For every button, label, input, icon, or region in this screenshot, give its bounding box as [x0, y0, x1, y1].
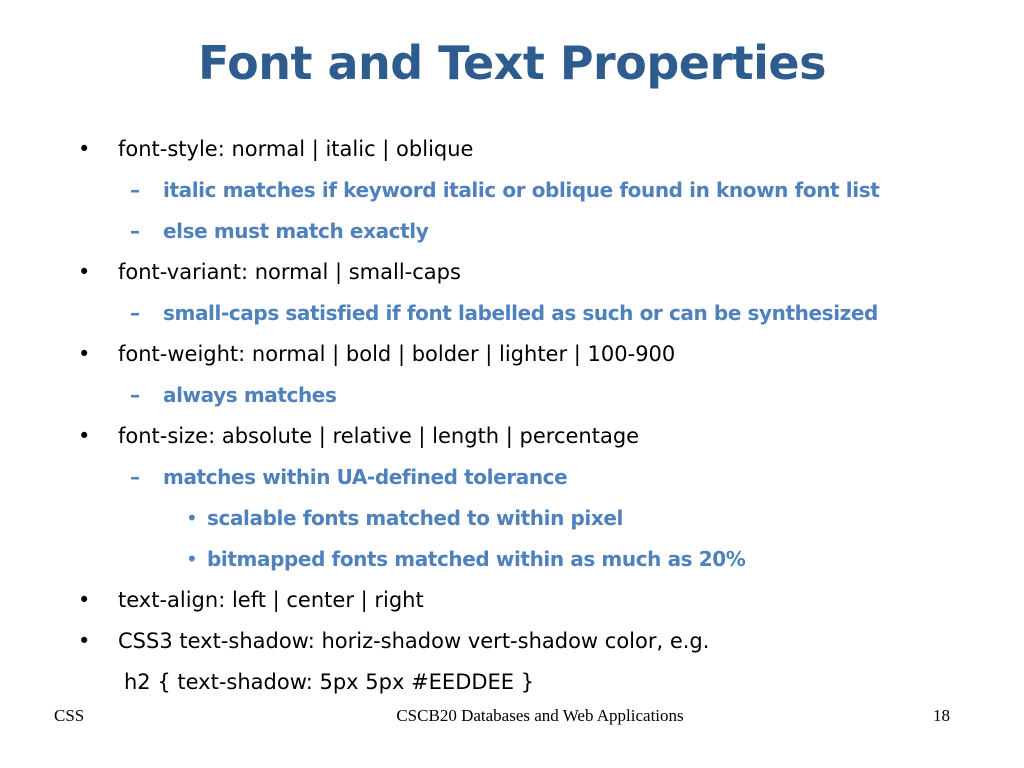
- sub-bullet-text: matches within UA-defined tolerance: [163, 465, 568, 489]
- bullet-text: font-variant: normal | small-caps: [118, 260, 461, 284]
- bullet-text: font-style: normal | italic | oblique: [118, 137, 474, 161]
- slide-title: Font and Text Properties: [198, 36, 826, 90]
- bullet-icon: •: [78, 260, 91, 284]
- bullet-icon: •: [186, 547, 198, 571]
- sub-bullet-text: else must match exactly: [163, 219, 429, 243]
- bullet-icon: •: [78, 588, 91, 612]
- sub-bullet-text: always matches: [163, 383, 337, 407]
- bullet-text: font-size: absolute | relative | length | percentage: [118, 424, 640, 448]
- bullet-icon: •: [78, 137, 91, 161]
- dash-icon: –: [130, 219, 140, 243]
- code-example-text: h2 { text-shadow: 5px 5px #EEDDEE }: [124, 670, 535, 694]
- sub-bullet-text: italic matches if keyword italic or oblique found in known font list: [163, 178, 880, 202]
- footer-page-number: 18: [933, 706, 950, 725]
- sub-bullet-text: small-caps satisfied if font labelled as such or can be synthesized: [163, 301, 878, 325]
- footer-section-label: CSS: [54, 706, 85, 725]
- bullet-text: CSS3 text-shadow: horiz-shadow vert-shadow color, e.g.: [118, 629, 710, 653]
- bullet-icon: •: [78, 424, 91, 448]
- dash-icon: –: [130, 178, 140, 202]
- dash-icon: –: [130, 383, 140, 407]
- sub-sub-bullet-text: bitmapped fonts matched within as much as 20%: [207, 547, 746, 571]
- dash-icon: –: [130, 301, 140, 325]
- bullet-icon: •: [78, 342, 91, 366]
- bullet-text: font-weight: normal | bold | bolder | lighter | 100-900: [118, 342, 676, 366]
- sub-sub-bullet-text: scalable fonts matched to within pixel: [207, 506, 623, 530]
- bullet-text: text-align: left | center | right: [118, 588, 424, 612]
- bullet-icon: •: [78, 629, 91, 653]
- dash-icon: –: [130, 465, 140, 489]
- footer-course-title: CSCB20 Databases and Web Applications: [396, 706, 684, 725]
- bullet-icon: •: [186, 506, 198, 530]
